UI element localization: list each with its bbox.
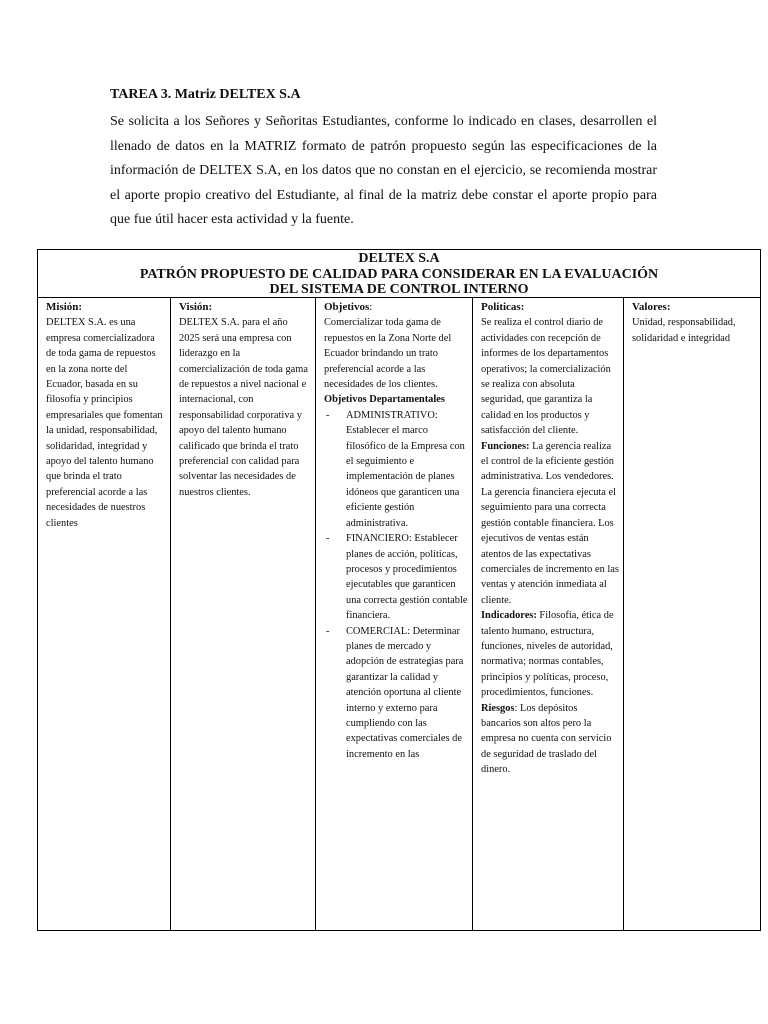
mision-label: Misión: xyxy=(46,301,83,313)
list-item: - COMERCIAL: Determinar planes de mercado y adopción de estrategias para garantizar la calidad y atención oportuna al cliente interno y externo para cumpliendo con las expectativas comerciales de incremento en las xyxy=(324,624,468,763)
matrix-header-line2: DEL SISTEMA DE CONTROL INTERNO xyxy=(269,282,529,297)
politicas-column xyxy=(473,298,624,930)
vision-column xyxy=(171,298,316,930)
indicadores-label: Indicadores: xyxy=(481,610,537,622)
politicas-label: Políticas: xyxy=(481,301,525,313)
list-item: - ADMINISTRATIVO: Establecer el marco filosófico de la Empresa con el seguimiento e implementación de planes idóneos que garanticen una eficiente gestión administrativa. xyxy=(324,408,468,531)
funciones-text: La gerencia realiza el control de la eficiente gestión administrativa. Los vendedores. La gerencia financiera ejecuta el seguimiento para una correcta gestión contable financiera. Los ejecutivos de ventas están atentos de las expectativas comerciales de incremento en las ventas y atención inmediata al cliente. xyxy=(481,440,619,606)
riesgos-label: Riesgos xyxy=(481,702,515,714)
riesgos-text: : Los depósitos bancarios son altos pero la empresa no cuenta con servicio de seguridad de traslado del dinero. xyxy=(481,702,612,776)
objetivos-text: Comercializar toda gama de repuestos en la Zona Norte del Ecuador brindando un trato preferencial acorde a las necesidades de los clientes. xyxy=(324,317,452,391)
objetivos-column xyxy=(316,298,473,930)
objetivos-heading xyxy=(324,300,468,315)
funciones-label: Funciones: xyxy=(481,440,530,452)
objetivos-departamentales-list xyxy=(324,408,468,762)
funciones-paragraph xyxy=(481,439,619,608)
indicadores-paragraph xyxy=(481,608,619,700)
matrix-company: DELTEX S.A xyxy=(358,251,440,266)
valores-label: Valores: xyxy=(632,301,671,313)
matrix-header xyxy=(38,250,760,298)
indicadores-text: Filosofía, ética de talento humano, estructura, funciones, niveles de autoridad, normativa; normas contables, principios y políticas, proceso, procedimientos, funciones. xyxy=(481,610,614,699)
vision-label: Visión: xyxy=(179,301,213,313)
mision-column xyxy=(38,298,171,930)
matrix-header-line1: PATRÓN PROPUESTO DE CALIDAD PARA CONSIDERAR EN LA EVALUACIÓN xyxy=(139,266,659,282)
objetivos-departamentales-label: Objetivos Departamentales xyxy=(324,394,445,406)
valores-column xyxy=(624,298,760,930)
matrix-columns xyxy=(38,298,760,930)
politicas-text: Se realiza el control diario de actividades con recepción de informes de los departamentos operativos; la comercialización se realiza con absoluta seguridad, que garantiza la calidad en los productos y satisfacción del cliente. xyxy=(481,317,611,437)
vision-text: DELTEX S.A. para el año 2025 será una empresa con liderazgo en la comercialización de toda gama de repuestos a nivel nacional e internacional, con responsabilidad corporativa y apoyo del talento humano calificado que brinda el trato preferencial con calidad para solventar las necesidades de nuestros clientes. xyxy=(179,317,308,498)
mision-text: DELTEX S.A. es una empresa comercializadora de toda gama de repuestos en la zona norte del Ecuador, basada en su filosofía y principios empresariales que fomentan la unidad, responsabilidad, solidaridad, integridad y apoyo del talento humano que brinda el trato preferencial acorde a las necesidades de nuestros clientes xyxy=(46,317,163,529)
objetivos-label: Objetivos xyxy=(324,301,370,313)
objetivos-colon: : xyxy=(369,301,373,313)
list-item: - FINANCIERO: Establecer planes de acción, políticas, procesos y procedimientos ejecutables que garanticen una correcta gestión contable financiera. xyxy=(324,531,468,623)
intro-paragraph: Se solicita a los Señores y Señoritas Estudiantes, conforme lo indicado en clases, desarrollen el llenado de datos en la MATRIZ formato de patrón propuesto según las especificaciones de la información de DELTEX S.A, en los datos que no constan en el ejercicio, se recomienda mostrar el aporte propio creativo del Estudiante, al final de la matriz debe constar el aporte propio para que fue útil hacer esta actividad y la fuente. xyxy=(110,114,657,227)
deltex-matrix-table xyxy=(37,249,761,931)
riesgos-paragraph xyxy=(481,701,619,778)
valores-text: Unidad, responsabilidad, solidaridad e integridad xyxy=(632,317,736,344)
page-title: TAREA 3. Matriz DELTEX S.A xyxy=(110,87,301,102)
